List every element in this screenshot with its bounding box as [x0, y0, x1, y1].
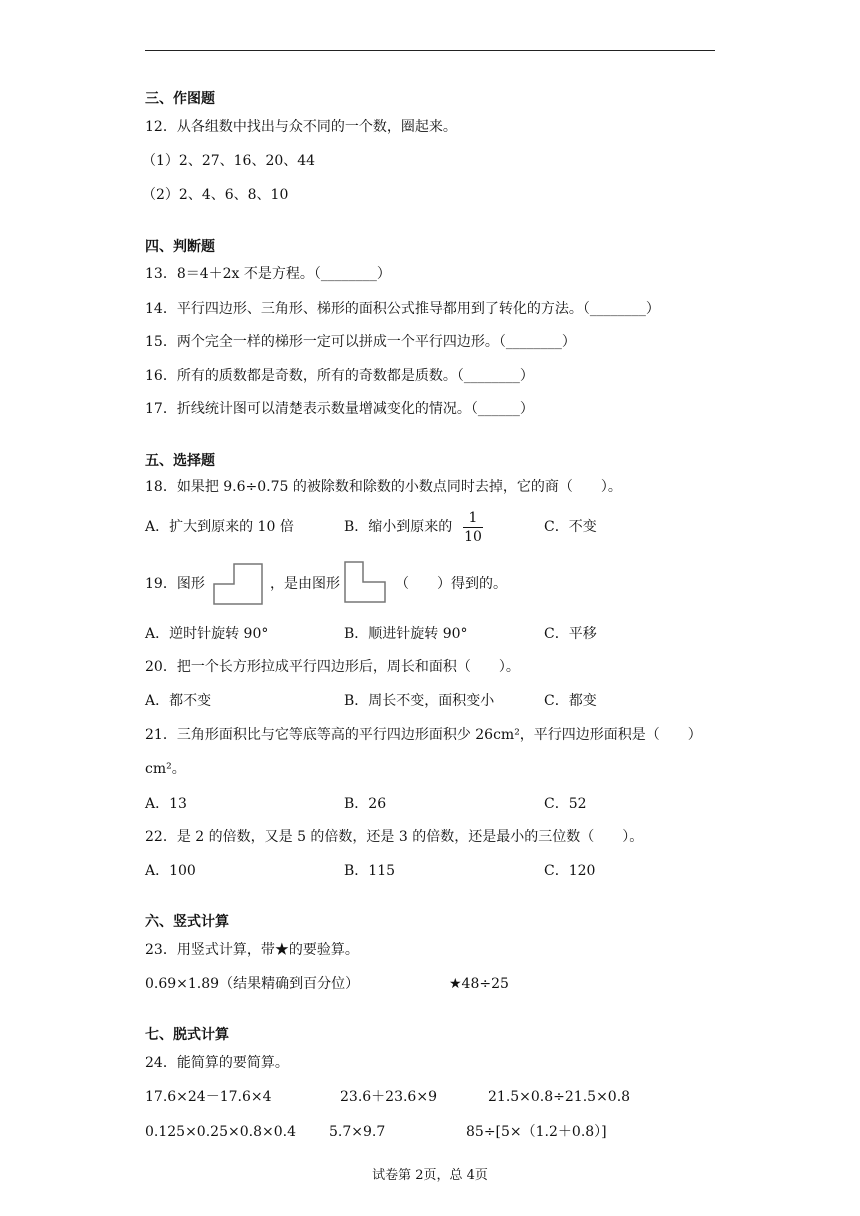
fraction-denominator: 10: [464, 529, 482, 545]
question-18-option-c: C．不变: [544, 519, 597, 535]
l-shape-figure-a-icon: [212, 562, 264, 606]
question-24: 24．能简算的要简算。: [145, 1055, 289, 1071]
question-12: 12．从各组数中找出与众不同的一个数，圈起来。: [145, 119, 457, 135]
question-19-middle: ，是由图形: [270, 576, 340, 592]
question-20-option-c: C．都变: [544, 693, 597, 709]
question-12-part-2: （2）2、4、6、8、10: [142, 187, 289, 203]
question-19-option-c: C．平移: [544, 626, 597, 642]
question-22-option-a: A．100: [145, 863, 196, 879]
question-21-option-a: A．13: [145, 796, 187, 812]
section-title-3: 三、作图题: [145, 91, 215, 107]
question-18: 18．如果把 9.6÷0.75 的被除数和除数的小数点同时去掉，它的商（ ）。: [145, 479, 622, 495]
question-23-part-1: 0.69×1.89（结果精确到百分位）: [145, 976, 360, 992]
section-title-7: 七、脱式计算: [145, 1027, 229, 1043]
question-21-option-c: C．52: [544, 796, 587, 812]
fraction-bar: [463, 527, 483, 528]
question-20: 20．把一个长方形拉成平行四边形后，周长和面积（ ）。: [145, 659, 520, 675]
expression-3: 21.5×0.8÷21.5×0.8: [488, 1089, 631, 1105]
question-19-prefix: 19．图形: [145, 576, 205, 592]
question-20-option-b: B．周长不变，面积变小: [344, 693, 495, 709]
fraction-numerator: 1: [468, 510, 478, 526]
question-16: 16．所有的质数都是奇数，所有的奇数都是质数。（________）: [145, 368, 534, 384]
question-22: 22．是 2 的倍数，又是 5 的倍数，还是 3 的倍数，还是最小的三位数（ ）。: [145, 829, 644, 845]
fraction-one-tenth: [463, 510, 483, 545]
question-12-part-1: （1）2、27、16、20、44: [142, 153, 316, 169]
header-rule: [145, 50, 715, 51]
question-13: 13．8＝4＋2x 不是方程。（________）: [145, 266, 391, 282]
section-title-5: 五、选择题: [145, 453, 215, 469]
question-21-option-b: B．26: [344, 796, 387, 812]
question-14: 14．平行四边形、三角形、梯形的面积公式推导都用到了转化的方法。（________）: [145, 301, 660, 317]
question-22-option-c: C．120: [544, 863, 596, 879]
section-title-6: 六、竖式计算: [145, 914, 229, 930]
question-19-option-b: B．顺进针旋转 90°: [344, 626, 468, 642]
question-18-option-a: A．扩大到原来的 10 倍: [145, 519, 294, 535]
question-17: 17．折线统计图可以清楚表示数量增减变化的情况。（______）: [145, 401, 534, 417]
expression-2: 23.6＋23.6×9: [340, 1089, 437, 1105]
question-23-part-2: ★48÷25: [449, 976, 509, 992]
question-21-line-2: cm²。: [145, 761, 186, 777]
l-shape-figure-b-icon: [343, 560, 387, 604]
expression-5: 5.7×9.7: [329, 1124, 386, 1140]
section-title-4: 四、判断题: [145, 239, 215, 255]
question-18-option-b: B．缩小到原来的: [344, 519, 453, 535]
question-21-line-1: 21．三角形面积比与它等底等高的平行四边形面积少 26cm²，平行四边形面积是（ ）: [145, 727, 702, 743]
expression-1: 17.6×24－17.6×4: [145, 1089, 272, 1105]
question-23: 23．用竖式计算，带★的要验算。: [145, 942, 359, 958]
question-22-option-b: B．115: [344, 863, 396, 879]
expression-4: 0.125×0.25×0.8×0.4: [145, 1124, 296, 1140]
page-footer: 试卷第 2页，总 4页: [372, 1168, 488, 1183]
question-19-option-a: A．逆时针旋转 90°: [145, 626, 269, 642]
expression-6: 85÷[5×（1.2＋0.8）]: [466, 1124, 607, 1140]
question-19-suffix: （ ）得到的。: [395, 576, 507, 592]
question-15: 15．两个完全一样的梯形一定可以拼成一个平行四边形。（________）: [145, 334, 576, 350]
question-20-option-a: A．都不变: [145, 693, 212, 709]
